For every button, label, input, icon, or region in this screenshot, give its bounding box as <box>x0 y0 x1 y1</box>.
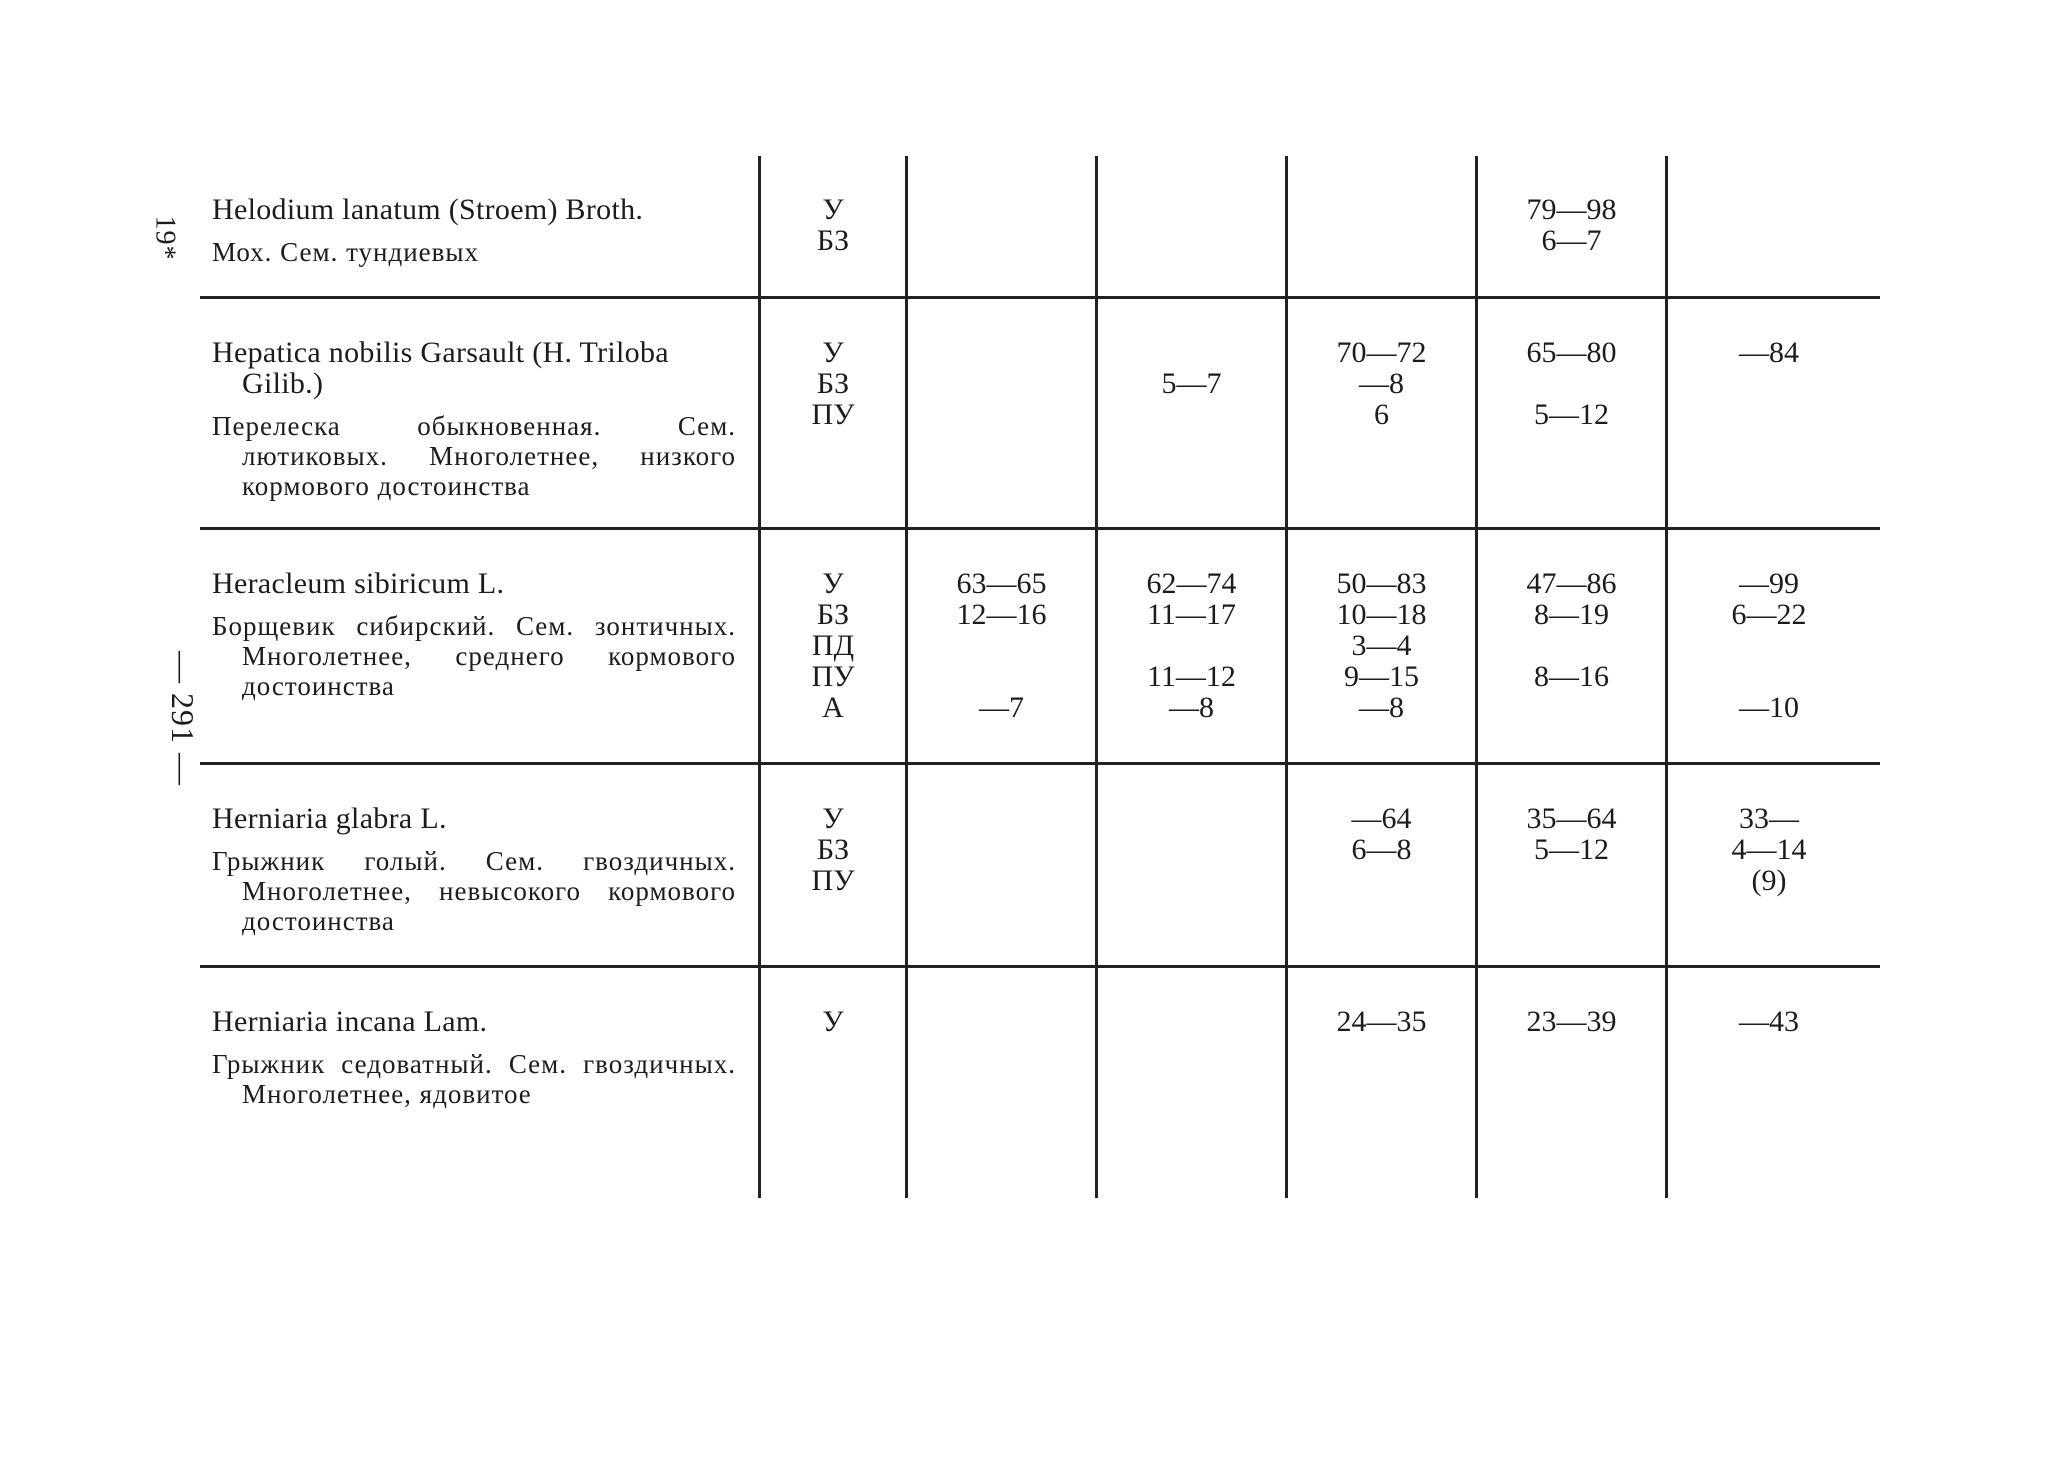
code-label: ПУ <box>811 660 855 693</box>
value-text: 62—74 <box>1146 567 1237 600</box>
code-cell <box>758 156 905 296</box>
table-row <box>200 156 1880 296</box>
value-text <box>1676 661 1862 692</box>
table-row <box>200 965 1880 1198</box>
latin-name: Herniaria glabra L. <box>212 802 447 835</box>
value-cell <box>1475 530 1665 762</box>
value-cell <box>1475 299 1665 527</box>
species-description: Борщевик сибирский. Сем. зонтичных. Многолетнее, среднего кормового достоинства <box>212 611 736 701</box>
latin-name: Gilib.) <box>242 367 324 400</box>
value-text: 70—72 <box>1336 336 1427 369</box>
value-cell <box>905 968 1095 1198</box>
value-text: —7 <box>979 691 1024 724</box>
value-cell <box>1095 156 1285 296</box>
species-description: Перелеска обыкновенная. Сем. лютиковых. Многолетнее, низкого кормового достоинства <box>212 411 736 501</box>
code-label: ПУ <box>811 864 855 897</box>
value-cell <box>1665 156 1870 296</box>
value-text: —8 <box>1359 367 1404 400</box>
value-text <box>916 630 1087 661</box>
value-text: —64 <box>1351 802 1412 835</box>
value-text: 11—17 <box>1147 598 1236 631</box>
value-cell <box>905 156 1095 296</box>
code-label: У <box>822 802 844 835</box>
value-text: 5—12 <box>1534 833 1609 866</box>
code-label: У <box>822 1005 844 1038</box>
value-text: 4—14 <box>1731 833 1807 866</box>
code-label: БЗ <box>816 833 850 866</box>
page-signature: 19* <box>149 215 181 261</box>
value-cell <box>1285 765 1475 965</box>
value-text <box>1486 368 1657 399</box>
code-label: ПД <box>811 629 855 662</box>
value-cell <box>1665 530 1870 762</box>
value-text: 10—18 <box>1336 598 1427 631</box>
value-text: —10 <box>1739 691 1799 724</box>
value-cell <box>1285 968 1475 1198</box>
value-cell <box>1285 299 1475 527</box>
value-text: 8—16 <box>1534 660 1609 693</box>
value-text: 79—98 <box>1526 193 1617 226</box>
latin-name: Heracleum sibiricum L. <box>212 567 505 600</box>
value-text <box>1106 337 1277 368</box>
value-text: 23—39 <box>1526 1005 1617 1038</box>
value-text <box>1676 630 1862 661</box>
code-label: У <box>822 567 844 600</box>
species-description: Грыжник седоватный. Сем. гвоздичных. Многолетнее, ядовитое <box>212 1049 736 1109</box>
value-cell <box>1665 765 1870 965</box>
code-cell <box>758 968 905 1198</box>
code-label: А <box>822 691 844 724</box>
value-text: —8 <box>1169 691 1214 724</box>
code-label: У <box>822 336 844 369</box>
value-text: 6—7 <box>1541 224 1602 257</box>
value-text: (9) <box>1751 864 1787 897</box>
value-cell <box>905 765 1095 965</box>
table-row <box>200 762 1880 965</box>
table-row <box>200 296 1880 527</box>
value-cell <box>1285 530 1475 762</box>
latin-name: Hepatica nobilis Garsault (H. Triloba <box>212 336 669 369</box>
code-label: БЗ <box>816 367 850 400</box>
latin-name: Helodium lanatum (Stroem) Broth. <box>212 193 644 226</box>
value-cell <box>1475 765 1665 965</box>
value-text: 8—19 <box>1534 598 1609 631</box>
species-description: Мох. Сем. тундиевых <box>212 237 480 267</box>
value-text: 35—64 <box>1526 802 1617 835</box>
value-cell <box>1285 156 1475 296</box>
value-text: 3—4 <box>1351 629 1412 662</box>
species-cell <box>200 968 758 1198</box>
code-cell <box>758 530 905 762</box>
value-text <box>1486 692 1657 723</box>
value-cell <box>905 530 1095 762</box>
value-cell <box>1475 968 1665 1198</box>
value-text: 33— <box>1739 802 1799 835</box>
code-cell <box>758 765 905 965</box>
code-label: БЗ <box>816 598 850 631</box>
value-text: 65—80 <box>1526 336 1617 369</box>
value-text: 5—12 <box>1534 398 1609 431</box>
latin-name: Herniaria incana Lam. <box>212 1005 488 1038</box>
value-text <box>1486 630 1657 661</box>
value-cell <box>1095 299 1285 527</box>
value-text: —84 <box>1739 336 1799 369</box>
species-cell <box>200 156 758 296</box>
value-text: 50—83 <box>1336 567 1427 600</box>
value-text: 5—7 <box>1161 367 1222 400</box>
species-cell <box>200 299 758 527</box>
code-label: БЗ <box>816 224 850 257</box>
species-cell <box>200 765 758 965</box>
value-text: 63—65 <box>956 567 1047 600</box>
species-description: Грыжник голый. Сем. гвоздичных. Многолетнее, невысокого кормового достоинства <box>212 846 736 936</box>
value-cell <box>1095 765 1285 965</box>
value-text: 47—86 <box>1526 567 1617 600</box>
value-text: 6 <box>1374 398 1389 431</box>
table-row <box>200 527 1880 762</box>
value-cell <box>1665 968 1870 1198</box>
value-text: 6—22 <box>1731 598 1807 631</box>
value-text: —43 <box>1739 1005 1799 1038</box>
value-cell <box>1665 299 1870 527</box>
code-cell <box>758 299 905 527</box>
value-text: —8 <box>1359 691 1404 724</box>
value-text: 11—12 <box>1147 660 1236 693</box>
value-cell <box>1095 968 1285 1198</box>
value-text: 24—35 <box>1336 1005 1427 1038</box>
value-cell <box>905 299 1095 527</box>
value-cell <box>1475 156 1665 296</box>
value-text: 9—15 <box>1344 660 1419 693</box>
value-text: —99 <box>1739 567 1799 600</box>
value-text <box>916 661 1087 692</box>
page-number: — 291 — <box>165 651 201 786</box>
value-text: 6—8 <box>1351 833 1412 866</box>
value-cell <box>1095 530 1285 762</box>
species-cell <box>200 530 758 762</box>
value-text: 12—16 <box>956 598 1047 631</box>
value-text <box>1106 630 1277 661</box>
code-label: ПУ <box>811 398 855 431</box>
species-table <box>200 156 1880 1198</box>
code-label: У <box>822 193 844 226</box>
